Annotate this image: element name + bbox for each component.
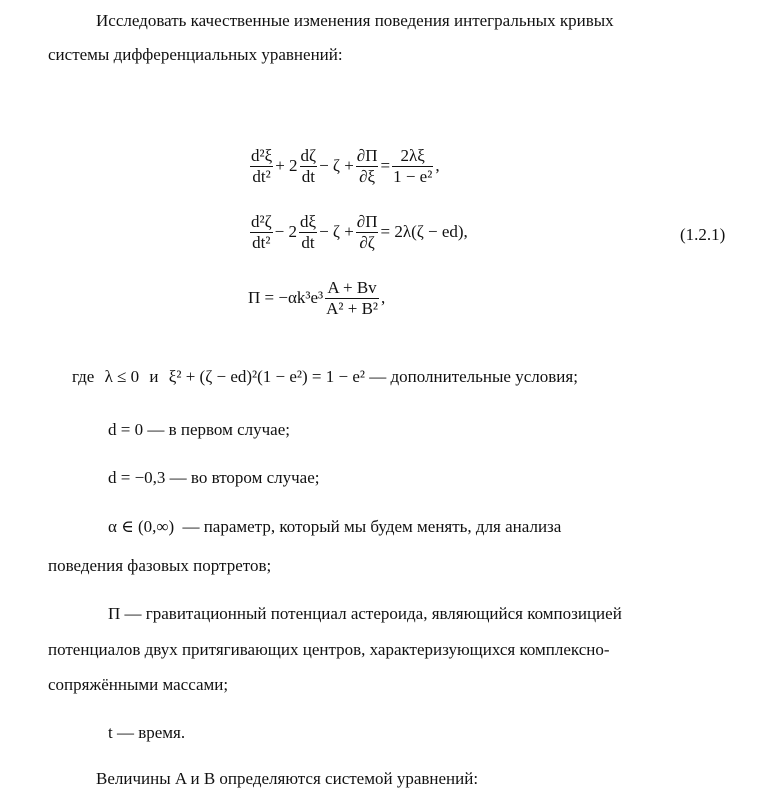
equation-1: $\frac{\text{d²ξ}}{\text{dt²}}$ + 2 $\frac{d\zeta}{dt}$ − ζ + $\frac{\partial\Pi}{\partial\xi}$ = $\frac{2\lambda\xi}{\text{1 − e²}}$ ,: [251, 145, 440, 186]
fraction: $\frac{\partial\Pi}{\partial\zeta}$: [356, 211, 378, 252]
potential-line-1: П — гравитационный потенциал астероида, являющийся композицией: [108, 604, 622, 623]
equation-number: (1.2.1): [680, 225, 726, 244]
fraction: $\frac{d\zeta}{dt}$: [300, 145, 317, 186]
time-line: t — время.: [108, 723, 186, 742]
potential-line-3: сопряжёнными массами;: [48, 675, 229, 694]
fraction: $\frac{2\lambda\xi}{\text{1 − e²}}$: [393, 145, 433, 186]
equation-2: $\frac{\text{d²ζ}}{\text{dt²}}$ − 2 $\frac{d\xi}{dt}$ − ζ + $\frac{\partial\Pi}{\partial\zeta}$ = 2λ(ζ − ed),: [251, 211, 468, 252]
potential-line-2: потенциалов двух притягивающих центров, характеризующихся комплексно-: [48, 640, 610, 659]
equation-3: Π = −αk³e³ $\frac{A + Bv}{\text{A² + B²}}$ ,: [248, 277, 386, 318]
intro-line-2: системы дифференциальных уравнений:: [48, 45, 343, 64]
param-line-2: поведения фазовых портретов;: [48, 556, 272, 575]
closing-line: Величины A и B определяются системой уравнений:: [96, 769, 479, 788]
case-2: d = −0,3 — во втором случае;: [108, 468, 320, 487]
fraction: $\frac{A + Bv}{\text{A² + B²}}$: [326, 277, 379, 318]
conditions-line: где λ ≤ 0 и ξ² + (ζ − ed)²(1 − e²) = 1 − e² — дополнительные условия;: [72, 367, 578, 386]
case-1: d = 0 — в первом случае;: [108, 420, 290, 439]
fraction: $\frac{\text{d²ζ}}{\text{dt²}}$: [251, 211, 272, 252]
param-line-1: α ∈ (0,∞) — параметр, который мы будем менять, для анализа: [108, 517, 562, 536]
fraction: $\frac{d\xi}{dt}$: [299, 211, 317, 252]
intro-line-1: Исследовать качественные изменения поведения интегральных кривых: [96, 11, 614, 30]
fraction: $\frac{\text{d²ξ}}{\text{dt²}}$: [251, 145, 273, 186]
fraction: $\frac{\partial\Pi}{\partial\xi}$: [356, 145, 378, 186]
